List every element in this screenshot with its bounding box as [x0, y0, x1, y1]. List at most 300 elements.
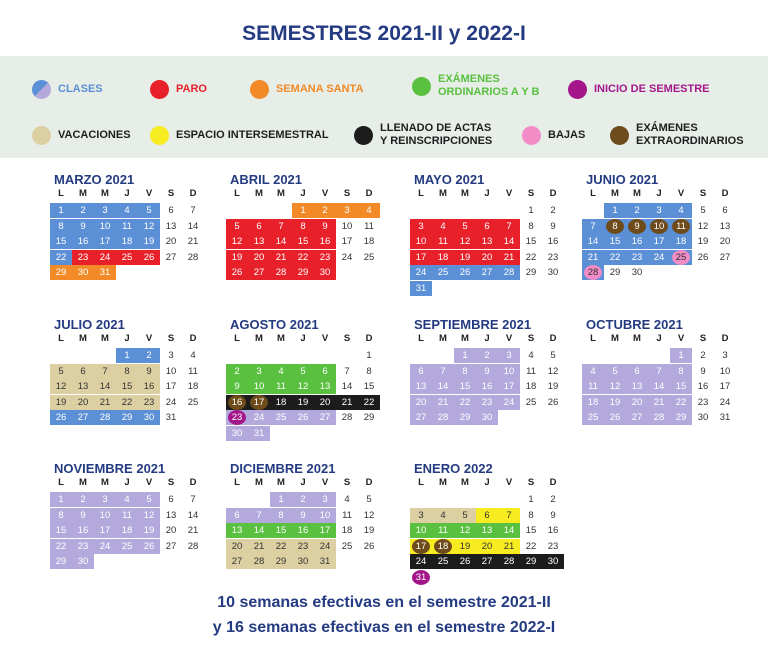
- day-cell: 22: [50, 250, 72, 265]
- day-cell: 19: [226, 250, 248, 265]
- day-cell: 4: [270, 364, 292, 379]
- day-cell: 23: [547, 540, 559, 552]
- day-cell: 30: [72, 554, 94, 569]
- day-cell: 16: [697, 381, 709, 393]
- day-cell: 15: [525, 525, 537, 537]
- day-cell: 25: [432, 554, 454, 569]
- day-cell: 25: [116, 250, 138, 265]
- day-cell: 29: [670, 410, 692, 425]
- weekday-header: S: [343, 333, 351, 344]
- day-cell: 16: [547, 525, 559, 537]
- day-cell: 7: [582, 219, 604, 234]
- day-cell: 22: [525, 540, 537, 552]
- day-cell: 23: [72, 250, 94, 265]
- day-cell: 21: [248, 539, 270, 554]
- weekday-header: L: [234, 188, 240, 199]
- day-cell: 4: [670, 203, 692, 218]
- day-cell: 18: [116, 234, 138, 249]
- day-cell: 15: [292, 234, 314, 249]
- legend-label: PARO: [176, 83, 207, 95]
- day-cell: 4: [582, 364, 604, 379]
- weekday-header: M: [611, 333, 619, 344]
- day-cell: 26: [363, 540, 375, 552]
- weekday-header: V: [321, 477, 329, 488]
- day-cell: 23: [476, 395, 498, 410]
- day-cell: 5: [138, 492, 160, 507]
- day-cell: 25: [432, 265, 454, 280]
- day-cell: [670, 219, 692, 234]
- day-cell: 8: [270, 508, 292, 523]
- day-cell: 5: [226, 219, 248, 234]
- day-cell: 4: [344, 494, 350, 505]
- day-cell: 3: [648, 203, 670, 218]
- day-cell: 12: [454, 234, 476, 249]
- day-cell: 26: [50, 410, 72, 425]
- day-cell: 19: [363, 525, 375, 537]
- day-cell: 20: [626, 395, 648, 410]
- weekday-header: M: [79, 333, 87, 344]
- weekday-header: M: [79, 477, 87, 488]
- day-cell: 7: [498, 219, 520, 234]
- day-cell: 3: [336, 203, 358, 218]
- day-cell: 2: [700, 350, 706, 361]
- day-cell: 2: [476, 348, 498, 363]
- day-cell: 30: [547, 267, 559, 279]
- day-cell: 16: [547, 236, 559, 248]
- weekday-header: M: [439, 188, 447, 199]
- weekday-header: M: [461, 333, 469, 344]
- day-cell: 24: [165, 396, 177, 408]
- weekday-header: J: [300, 333, 306, 344]
- day-marker-icon: 17: [250, 395, 268, 410]
- day-cell: 15: [670, 379, 692, 394]
- day-cell: 9: [226, 379, 248, 394]
- day-cell: 9: [476, 364, 498, 379]
- weekday-header: J: [124, 477, 130, 488]
- day-cell: 8: [292, 219, 314, 234]
- day-cell: 3: [248, 364, 270, 379]
- day-cell: 23: [72, 539, 94, 554]
- day-cell: 1: [454, 348, 476, 363]
- month-name: ENERO 2022: [414, 461, 493, 476]
- day-cell: 21: [336, 395, 358, 410]
- day-cell: 19: [697, 236, 709, 248]
- day-cell: 10: [410, 523, 432, 538]
- day-cell: 11: [582, 379, 604, 394]
- month-name: ABRIL 2021: [230, 172, 303, 187]
- day-cell: 13: [476, 234, 498, 249]
- day-cell: 3: [314, 492, 336, 507]
- weekday-header: M: [101, 477, 109, 488]
- day-cell: 2: [138, 348, 160, 363]
- weekday-header: M: [255, 477, 263, 488]
- day-cell: 6: [314, 364, 336, 379]
- day-cell: 27: [226, 554, 248, 569]
- day-cell: 22: [50, 539, 72, 554]
- day-cell: 21: [648, 395, 670, 410]
- day-cell: 9: [72, 219, 94, 234]
- weekday-header: V: [145, 477, 153, 488]
- day-cell: 24: [498, 395, 520, 410]
- day-cell: 19: [292, 395, 314, 410]
- day-cell: 15: [50, 523, 72, 538]
- legend-panel: [0, 56, 768, 158]
- month-calendar: [410, 461, 564, 591]
- day-cell: 17: [410, 250, 432, 265]
- weekday-header: L: [418, 333, 424, 344]
- day-cell: 11: [270, 379, 292, 394]
- day-cell: [248, 395, 270, 410]
- day-cell: 12: [454, 523, 476, 538]
- day-cell: 22: [525, 251, 537, 263]
- day-cell: 25: [116, 539, 138, 554]
- day-cell: 23: [138, 395, 160, 410]
- day-cell: 7: [498, 508, 520, 523]
- day-cell: 13: [476, 523, 498, 538]
- day-cell: 17: [341, 236, 353, 248]
- day-cell: 28: [270, 265, 292, 280]
- day-cell: 3: [410, 508, 432, 523]
- day-cell: 25: [341, 540, 353, 552]
- legend-swatch-icon: [32, 126, 51, 145]
- day-cell: 28: [94, 410, 116, 425]
- weekday-header: M: [101, 188, 109, 199]
- day-cell: 20: [165, 236, 177, 248]
- day-cell: 11: [116, 219, 138, 234]
- day-marker-icon: 31: [412, 570, 430, 585]
- day-cell: 9: [292, 508, 314, 523]
- day-cell: 22: [270, 539, 292, 554]
- month-name: SEPTIEMBRE 2021: [414, 317, 532, 332]
- day-cell: 13: [410, 379, 432, 394]
- day-cell: 24: [248, 410, 270, 425]
- day-cell: 19: [454, 250, 476, 265]
- day-cell: 4: [432, 508, 454, 523]
- day-cell: 5: [550, 350, 556, 361]
- weekday-header: D: [549, 188, 557, 199]
- day-cell: 19: [454, 539, 476, 554]
- day-cell: 26: [138, 539, 160, 554]
- day-cell: 11: [432, 234, 454, 249]
- day-cell: 14: [498, 234, 520, 249]
- day-cell: 18: [525, 381, 537, 393]
- weekday-header: M: [277, 477, 285, 488]
- day-cell: 7: [94, 364, 116, 379]
- weekday-header: J: [656, 333, 662, 344]
- month-name: MAYO 2021: [414, 172, 485, 187]
- day-cell: 28: [498, 554, 520, 569]
- day-cell: 5: [138, 203, 160, 218]
- day-cell: 29: [270, 554, 292, 569]
- day-cell: 22: [454, 395, 476, 410]
- day-cell: 17: [648, 234, 670, 249]
- weekday-header: L: [418, 188, 424, 199]
- day-cell: 1: [116, 348, 138, 363]
- weekday-header: M: [461, 477, 469, 488]
- day-cell: 16: [72, 523, 94, 538]
- day-cell: 5: [604, 364, 626, 379]
- weekday-header: M: [439, 333, 447, 344]
- day-cell: 14: [187, 220, 199, 232]
- legend-swatch-icon: [150, 126, 169, 145]
- legend-item-paro: [150, 80, 207, 99]
- weekday-header: D: [549, 333, 557, 344]
- legend-item-bajas: [522, 126, 585, 145]
- day-cell: 10: [94, 219, 116, 234]
- weekday-header: D: [721, 188, 729, 199]
- day-cell: 14: [648, 379, 670, 394]
- day-cell: 17: [165, 381, 177, 393]
- day-cell: 2: [550, 205, 556, 216]
- weekday-header: D: [721, 333, 729, 344]
- weekday-header: S: [167, 333, 175, 344]
- day-cell: 19: [138, 523, 160, 538]
- day-cell: 26: [604, 410, 626, 425]
- day-cell: 3: [168, 350, 174, 361]
- legend-item-inicio: [568, 80, 710, 99]
- weekday-header: L: [58, 333, 64, 344]
- day-cell: 11: [342, 509, 352, 521]
- day-cell: 22: [116, 395, 138, 410]
- day-cell: 27: [476, 265, 498, 280]
- day-cell: 6: [248, 219, 270, 234]
- day-cell: 27: [626, 410, 648, 425]
- day-cell: 31: [314, 554, 336, 569]
- day-cell: 4: [358, 203, 380, 218]
- day-cell: 5: [366, 494, 372, 505]
- day-cell: 30: [476, 410, 498, 425]
- legend-item-santa: [250, 80, 363, 99]
- day-cell: 31: [719, 412, 731, 424]
- day-cell: 25: [270, 410, 292, 425]
- weekday-header: L: [234, 477, 240, 488]
- legend-label: SEMANA SANTA: [276, 83, 364, 95]
- day-cell: 6: [226, 508, 248, 523]
- day-cell: 25: [187, 396, 199, 408]
- day-cell: 6: [476, 508, 498, 523]
- day-cell: 10: [248, 379, 270, 394]
- weekday-header: L: [418, 477, 424, 488]
- day-cell: 23: [292, 539, 314, 554]
- day-cell: 15: [50, 234, 72, 249]
- day-cell: 30: [72, 265, 94, 280]
- month-name: MARZO 2021: [54, 172, 135, 187]
- day-cell: 10: [341, 220, 353, 232]
- day-cell: 28: [498, 265, 520, 280]
- month-calendar: [410, 172, 564, 302]
- legend-swatch-icon: [250, 80, 269, 99]
- day-cell: 14: [270, 234, 292, 249]
- day-cell: 19: [604, 395, 626, 410]
- day-cell: 26: [454, 265, 476, 280]
- day-cell: 13: [314, 379, 336, 394]
- weekday-header: S: [343, 477, 351, 488]
- legend-swatch-icon: [568, 80, 587, 99]
- weekday-header: M: [461, 188, 469, 199]
- weekday-header: J: [300, 188, 306, 199]
- month-calendar: [226, 317, 380, 447]
- day-cell: 24: [341, 251, 353, 263]
- day-cell: 18: [363, 236, 375, 248]
- legend-label: INICIO DE SEMESTRE: [594, 83, 710, 95]
- weekday-header: J: [484, 333, 490, 344]
- day-cell: 27: [165, 540, 177, 552]
- day-cell: 12: [547, 365, 559, 377]
- day-cell: 21: [187, 236, 199, 248]
- day-cell: 27: [314, 410, 336, 425]
- day-cell: 23: [547, 251, 559, 263]
- day-cell: 5: [454, 219, 476, 234]
- day-cell: 2: [72, 492, 94, 507]
- day-cell: 10: [165, 365, 177, 377]
- day-cell: 21: [432, 395, 454, 410]
- day-cell: 18: [670, 234, 692, 249]
- day-cell: 31: [165, 412, 177, 424]
- day-cell: 26: [547, 396, 559, 408]
- day-cell: 3: [94, 203, 116, 218]
- day-cell: 3: [722, 350, 728, 361]
- weekday-header: D: [549, 477, 557, 488]
- day-cell: 28: [432, 410, 454, 425]
- day-cell: 29: [454, 410, 476, 425]
- day-cell: 28: [187, 251, 199, 263]
- day-cell: [648, 219, 670, 234]
- day-cell: 4: [190, 350, 196, 361]
- day-cell: 20: [314, 395, 336, 410]
- day-cell: 10: [94, 508, 116, 523]
- weekday-header: M: [277, 333, 285, 344]
- day-cell: 24: [719, 396, 731, 408]
- weekday-header: M: [79, 188, 87, 199]
- day-cell: 21: [498, 539, 520, 554]
- day-cell: 9: [72, 508, 94, 523]
- month-name: AGOSTO 2021: [230, 317, 319, 332]
- day-cell: 21: [187, 525, 199, 537]
- day-cell: 30: [542, 554, 564, 569]
- day-cell: 30: [314, 265, 336, 280]
- day-cell: 29: [520, 554, 542, 569]
- day-cell: 8: [116, 364, 138, 379]
- day-marker-icon: 17: [412, 539, 430, 554]
- day-cell: 2: [550, 494, 556, 505]
- day-cell: 7: [190, 205, 196, 216]
- day-cell: 8: [528, 509, 534, 521]
- day-cell: 5: [292, 364, 314, 379]
- weekday-header: J: [124, 188, 130, 199]
- day-cell: 27: [476, 554, 498, 569]
- legend-label: ESPACIO INTERSEMESTRAL: [176, 129, 329, 141]
- day-cell: 4: [528, 350, 534, 361]
- day-cell: 6: [168, 494, 174, 505]
- weekday-header: S: [527, 333, 535, 344]
- day-cell: 27: [165, 251, 177, 263]
- day-cell: 17: [94, 523, 116, 538]
- day-cell: 1: [50, 492, 72, 507]
- day-cell: 15: [604, 234, 626, 249]
- day-marker-icon: 28: [584, 265, 602, 280]
- day-cell: 1: [528, 494, 534, 505]
- day-cell: 18: [432, 250, 454, 265]
- day-cell: 18: [582, 395, 604, 410]
- day-cell: 30: [138, 410, 160, 425]
- day-cell: 30: [697, 412, 709, 424]
- day-cell: 24: [94, 539, 116, 554]
- day-marker-icon: 16: [228, 395, 246, 410]
- weekday-header: S: [167, 188, 175, 199]
- day-cell: 31: [410, 281, 432, 296]
- day-cell: 2: [292, 492, 314, 507]
- day-marker-icon: 9: [628, 219, 646, 234]
- month-name: NOVIEMBRE 2021: [54, 461, 166, 476]
- weekday-header: V: [145, 188, 153, 199]
- day-cell: 6: [722, 205, 728, 216]
- day-cell: 27: [719, 251, 731, 263]
- day-cell: 29: [50, 265, 72, 280]
- legend-item-inter: [150, 126, 329, 145]
- day-cell: [410, 539, 432, 554]
- day-cell: 14: [94, 379, 116, 394]
- day-cell: 20: [248, 250, 270, 265]
- day-cell: 31: [94, 265, 116, 280]
- day-cell: 29: [609, 267, 621, 279]
- month-calendar: [410, 317, 564, 447]
- day-cell: 14: [432, 379, 454, 394]
- weekday-header: S: [527, 477, 535, 488]
- day-cell: 13: [165, 509, 177, 521]
- day-cell: 12: [697, 220, 709, 232]
- legend-label: LLENADO DE ACTAS Y REINSCRIPCIONES: [380, 122, 493, 147]
- day-cell: 13: [248, 234, 270, 249]
- weekday-header: L: [590, 188, 596, 199]
- day-cell: 2: [72, 203, 94, 218]
- weekday-header: J: [124, 333, 130, 344]
- day-cell: 2: [226, 364, 248, 379]
- day-cell: 1: [670, 348, 692, 363]
- day-cell: 18: [187, 381, 199, 393]
- weekday-header: V: [321, 333, 329, 344]
- day-cell: 24: [94, 250, 116, 265]
- legend-swatch-icon: [412, 77, 431, 96]
- day-cell: 16: [476, 379, 498, 394]
- day-cell: 15: [363, 381, 375, 393]
- day-cell: 14: [582, 234, 604, 249]
- day-cell: 24: [410, 554, 432, 569]
- weekday-header: J: [484, 188, 490, 199]
- legend-swatch-icon: [150, 80, 169, 99]
- day-cell: 11: [116, 508, 138, 523]
- day-cell: 20: [476, 539, 498, 554]
- day-cell: 1: [292, 203, 314, 218]
- day-cell: 9: [700, 365, 706, 377]
- day-cell: 3: [410, 219, 432, 234]
- weekday-header: S: [699, 333, 707, 344]
- day-cell: 22: [604, 250, 626, 265]
- day-cell: 14: [187, 509, 199, 521]
- day-cell: 10: [719, 365, 731, 377]
- weekday-header: M: [439, 477, 447, 488]
- day-cell: 15: [454, 379, 476, 394]
- weekday-header: M: [255, 333, 263, 344]
- day-cell: 7: [344, 365, 350, 377]
- day-cell: 28: [187, 540, 199, 552]
- day-cell: 8: [50, 219, 72, 234]
- day-cell: 27: [410, 410, 432, 425]
- day-cell: 7: [190, 494, 196, 505]
- day-cell: 9: [314, 219, 336, 234]
- legend-label: BAJAS: [548, 129, 586, 141]
- day-cell: [604, 219, 626, 234]
- day-cell: 22: [670, 395, 692, 410]
